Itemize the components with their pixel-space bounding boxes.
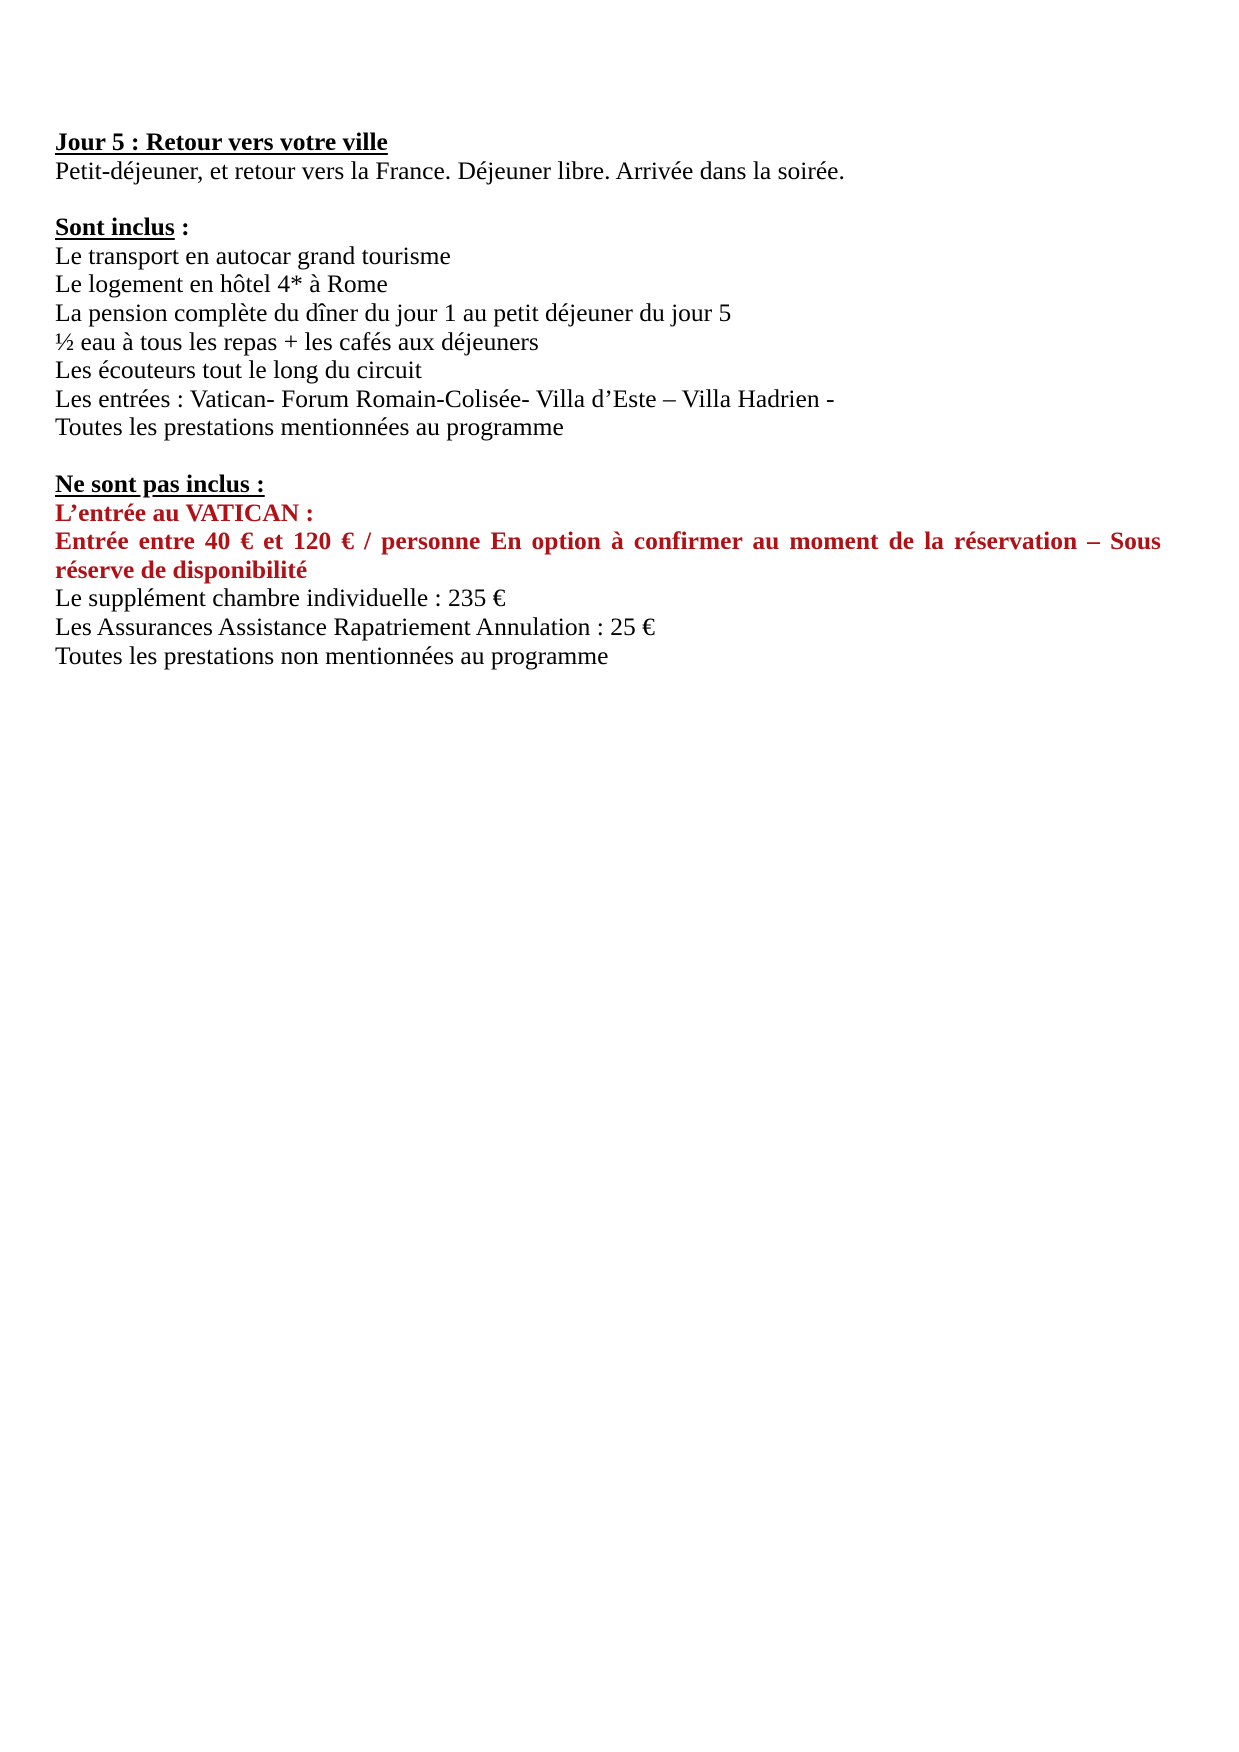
sont-inclus-line-5: Les écouteurs tout le long du circuit bbox=[55, 355, 422, 385]
section-sont-inclus-heading-text: Sont inclus bbox=[55, 212, 175, 242]
sont-inclus-line-4: ½ eau à tous les repas + les cafés aux déjeuners bbox=[55, 326, 539, 356]
sont-inclus-line-1: Le transport en autocar grand tourisme bbox=[55, 240, 451, 270]
section-jour5-line-1: Petit-déjeuner, et retour vers la France. Déjeuner libre. Arrivée dans la soirée. bbox=[55, 155, 845, 185]
section-sont-inclus bbox=[55, 213, 1161, 442]
sont-inclus-line-2: Le logement en hôtel 4* à Rome bbox=[55, 269, 388, 299]
sont-inclus-line-3: La pension complète du dîner du jour 1 au petit déjeuner du jour 5 bbox=[55, 297, 732, 327]
section-ne-sont-pas-inclus-heading-text: Ne sont pas inclus : bbox=[55, 468, 265, 498]
document-body bbox=[55, 128, 1161, 670]
section-sont-inclus-heading-suffix: : bbox=[174, 212, 190, 242]
section-sont-inclus-heading bbox=[55, 213, 1161, 242]
section-jour5 bbox=[55, 128, 1161, 185]
ne-sont-pas-inclus-line-2: Les Assurances Assistance Rapatriement Annulation : 25 € bbox=[55, 611, 655, 641]
section-gap-2 bbox=[55, 442, 1161, 470]
section-gap-1 bbox=[55, 185, 1161, 213]
section-jour5-heading bbox=[55, 128, 1161, 157]
vatican-entry-heading: L’entrée au VATICAN : bbox=[55, 497, 315, 527]
ne-sont-pas-inclus-line-1: Le supplément chambre individuelle : 235 € bbox=[55, 583, 506, 613]
ne-sont-pas-inclus-line-3: Toutes les prestations non mentionnées au programme bbox=[55, 640, 609, 670]
section-ne-sont-pas-inclus-heading bbox=[55, 470, 1161, 499]
section-ne-sont-pas-inclus bbox=[55, 470, 1161, 670]
sont-inclus-line-7: Toutes les prestations mentionnées au programme bbox=[55, 412, 564, 442]
sont-inclus-line-6: Les entrées : Vatican- Forum Romain-Colisée- Villa d’Este – Villa Hadrien - bbox=[55, 383, 835, 413]
section-jour5-heading-text: Jour 5 : Retour vers votre ville bbox=[55, 127, 388, 156]
vatican-price-note: Entrée entre 40 € et 120 € / personne En option à confirmer au moment de la réservation – Sous réserve de disponibilité bbox=[55, 526, 1161, 584]
